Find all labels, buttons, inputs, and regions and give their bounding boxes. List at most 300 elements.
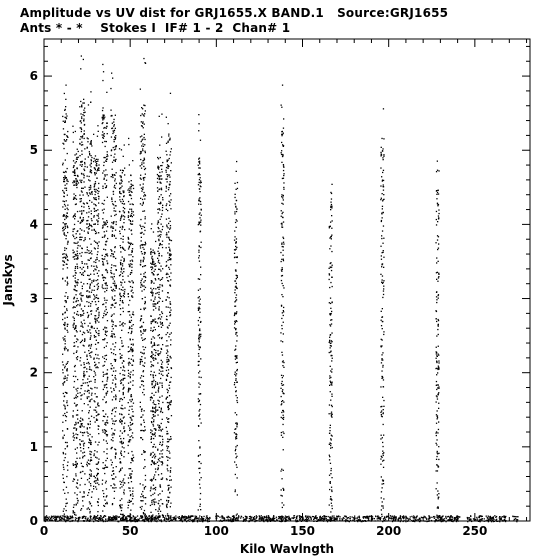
data-point (121, 340, 122, 341)
data-point (62, 257, 63, 258)
data-point (82, 164, 83, 165)
data-point (281, 352, 282, 353)
data-point (94, 401, 95, 402)
data-point (438, 170, 439, 171)
data-point (91, 473, 92, 474)
data-point (141, 284, 142, 285)
data-point (73, 185, 74, 186)
data-point (199, 400, 200, 401)
data-point (150, 248, 151, 249)
data-point (83, 177, 84, 178)
data-point (89, 153, 90, 154)
data-point (90, 485, 91, 486)
data-point (199, 179, 200, 180)
data-point (131, 460, 132, 461)
data-point (236, 438, 237, 439)
data-point (170, 279, 171, 280)
data-point (78, 151, 79, 152)
data-point (96, 159, 97, 160)
data-point (64, 336, 65, 337)
data-point (74, 342, 75, 343)
data-point (111, 250, 112, 251)
data-point (86, 212, 87, 213)
data-point (437, 221, 438, 222)
data-point (167, 227, 168, 228)
data-point (167, 174, 168, 175)
data-point (80, 399, 81, 400)
data-point (159, 284, 160, 285)
data-point (281, 131, 282, 132)
data-point (331, 355, 332, 356)
data-point (76, 300, 77, 301)
data-point (115, 246, 116, 247)
data-point (62, 438, 63, 439)
data-point (105, 503, 106, 504)
data-point (81, 508, 82, 509)
data-point (128, 311, 129, 312)
data-point (115, 188, 116, 189)
data-point (81, 122, 82, 123)
data-point (84, 452, 85, 453)
data-point (199, 479, 200, 480)
data-point (236, 426, 237, 427)
data-point (77, 502, 78, 503)
data-point (95, 189, 96, 190)
data-point (153, 301, 154, 302)
data-point (168, 500, 169, 501)
data-point (63, 469, 64, 470)
data-point (120, 282, 121, 283)
data-point (162, 436, 163, 437)
data-point (81, 308, 82, 309)
data-point (169, 297, 170, 298)
data-point (74, 218, 75, 219)
data-point (159, 453, 160, 454)
data-point (67, 326, 68, 327)
data-point (98, 188, 99, 189)
data-point (130, 263, 131, 264)
data-point (261, 515, 262, 516)
data-point (166, 226, 167, 227)
data-point (120, 300, 121, 301)
data-point (155, 409, 156, 410)
data-point (91, 210, 92, 211)
data-point (89, 392, 90, 393)
data-point (354, 516, 355, 517)
data-point (162, 412, 163, 413)
data-point (383, 498, 384, 499)
data-point (283, 449, 284, 450)
data-point (76, 237, 77, 238)
data-point (123, 456, 124, 457)
data-point (132, 432, 133, 433)
data-point (383, 288, 384, 289)
data-point (283, 307, 284, 308)
data-point (166, 359, 167, 360)
data-point (84, 124, 85, 125)
data-point (75, 272, 76, 273)
data-point (98, 498, 99, 499)
data-point (98, 131, 99, 132)
data-point (90, 469, 91, 470)
data-point (283, 311, 284, 312)
data-point (121, 510, 122, 511)
data-point (83, 456, 84, 457)
data-point (200, 140, 201, 141)
data-point (158, 388, 159, 389)
data-point (121, 357, 122, 358)
data-point (65, 292, 66, 293)
data-point (66, 370, 67, 371)
data-point (198, 387, 199, 388)
data-point (160, 323, 161, 324)
data-point (66, 380, 67, 381)
data-point (200, 384, 201, 385)
data-point (66, 416, 67, 417)
data-point (155, 487, 156, 488)
data-point (283, 189, 284, 190)
data-point (170, 170, 171, 171)
data-point (166, 345, 167, 346)
data-point (66, 113, 67, 114)
data-point (150, 356, 151, 357)
data-point (111, 216, 112, 217)
data-point (234, 230, 235, 231)
data-point (111, 464, 112, 465)
data-point (83, 194, 84, 195)
data-point (382, 200, 383, 201)
data-point (80, 342, 81, 343)
data-point (107, 222, 108, 223)
data-point (65, 366, 66, 367)
data-point (132, 496, 133, 497)
data-point (89, 200, 90, 201)
data-point (120, 380, 121, 381)
data-point (158, 294, 159, 295)
data-point (130, 260, 131, 261)
data-point (157, 302, 158, 303)
data-point (200, 204, 201, 205)
data-point (235, 246, 236, 247)
data-point (165, 191, 166, 192)
data-point (111, 391, 112, 392)
data-point (74, 180, 75, 181)
data-point (151, 339, 152, 340)
data-point (128, 351, 129, 352)
data-point (98, 461, 99, 462)
data-point (88, 228, 89, 229)
data-point (140, 261, 141, 262)
data-point (77, 418, 78, 419)
data-point (382, 217, 383, 218)
data-point (77, 388, 78, 389)
data-point (143, 349, 144, 350)
data-point (158, 503, 159, 504)
data-point (97, 125, 98, 126)
data-point (159, 116, 160, 117)
data-point (154, 271, 155, 272)
data-point (112, 177, 113, 178)
data-point (104, 347, 105, 348)
data-point (437, 470, 438, 471)
data-point (73, 512, 74, 513)
data-point (141, 251, 142, 252)
data-point (151, 251, 152, 252)
data-point (80, 471, 81, 472)
data-point (82, 440, 83, 441)
data-point (166, 265, 167, 266)
data-point (124, 174, 125, 175)
data-point (140, 387, 141, 388)
data-point (73, 229, 74, 230)
data-point (129, 351, 130, 352)
data-point (94, 184, 95, 185)
data-point (113, 256, 114, 257)
data-point (237, 188, 238, 189)
data-point (63, 478, 64, 479)
data-point (88, 362, 89, 363)
data-point (331, 341, 332, 342)
data-point (85, 382, 86, 383)
data-point (160, 219, 161, 220)
data-point (73, 132, 74, 133)
data-point (121, 398, 122, 399)
data-point (73, 198, 74, 199)
data-point (102, 468, 103, 469)
data-point (236, 219, 237, 220)
data-point (123, 261, 124, 262)
data-point (167, 351, 168, 352)
data-point (140, 198, 141, 199)
data-point (380, 406, 381, 407)
data-point (98, 202, 99, 203)
data-point (195, 516, 196, 517)
data-point (437, 239, 438, 240)
data-point (153, 231, 154, 232)
data-point (130, 436, 131, 437)
data-point (113, 121, 114, 122)
data-point (234, 374, 235, 375)
data-point (105, 467, 106, 468)
data-point (94, 240, 95, 241)
data-point (72, 250, 73, 251)
data-point (111, 304, 112, 305)
data-point (88, 156, 89, 157)
data-point (91, 292, 92, 293)
data-point (91, 157, 92, 158)
data-point (159, 188, 160, 189)
data-point (65, 120, 66, 121)
data-point (65, 328, 66, 329)
data-point (168, 223, 169, 224)
data-point (102, 339, 103, 340)
data-point (157, 174, 158, 175)
data-point (76, 178, 77, 179)
data-point (476, 517, 477, 518)
data-point (81, 424, 82, 425)
data-point (171, 240, 172, 241)
data-point (140, 309, 141, 310)
data-point (161, 327, 162, 328)
data-point (89, 489, 90, 490)
data-point (157, 157, 158, 158)
data-point (91, 192, 92, 193)
data-point (74, 182, 75, 183)
data-point (104, 222, 105, 223)
data-point (66, 223, 67, 224)
data-point (168, 502, 169, 503)
data-point (97, 298, 98, 299)
data-point (330, 298, 331, 299)
data-point (64, 396, 65, 397)
data-point (82, 500, 83, 501)
data-point (89, 376, 90, 377)
data-point (281, 107, 282, 108)
data-point (115, 230, 116, 231)
data-point (107, 342, 108, 343)
data-point (330, 267, 331, 268)
data-point (106, 174, 107, 175)
data-point (82, 136, 83, 137)
data-point (171, 148, 172, 149)
data-point (82, 263, 83, 264)
data-point (151, 299, 152, 300)
data-point (249, 518, 250, 519)
data-point (105, 482, 106, 483)
data-point (157, 382, 158, 383)
data-point (154, 404, 155, 405)
data-point (104, 433, 105, 434)
data-point (64, 296, 65, 297)
data-point (114, 251, 115, 252)
data-point (438, 362, 439, 363)
data-point (144, 394, 145, 395)
data-point (158, 274, 159, 275)
data-point (128, 364, 129, 365)
data-point (157, 345, 158, 346)
data-point (200, 177, 201, 178)
data-point (155, 435, 156, 436)
data-point (124, 407, 125, 408)
data-point (104, 162, 105, 163)
data-point (80, 237, 81, 238)
data-point (102, 490, 103, 491)
data-point (96, 173, 97, 174)
data-point (112, 298, 113, 299)
data-point (124, 229, 125, 230)
data-point (131, 280, 132, 281)
data-point (140, 402, 141, 403)
data-point (123, 156, 124, 157)
data-point (106, 387, 107, 388)
data-point (77, 379, 78, 380)
data-point (237, 288, 238, 289)
data-point (166, 225, 167, 226)
data-point (96, 411, 97, 412)
data-point (152, 331, 153, 332)
data-point (143, 450, 144, 451)
data-point (121, 284, 122, 285)
data-point (76, 180, 77, 181)
data-point (123, 484, 124, 485)
data-point (168, 243, 169, 244)
data-point (200, 336, 201, 337)
data-point (84, 306, 85, 307)
data-point (91, 475, 92, 476)
data-point (95, 192, 96, 193)
data-point (436, 292, 437, 293)
data-point (168, 402, 169, 403)
data-point (115, 115, 116, 116)
data-point (158, 292, 159, 293)
data-point (167, 345, 168, 346)
data-point (153, 485, 154, 486)
data-point (91, 399, 92, 400)
data-point (80, 222, 81, 223)
data-point (114, 139, 115, 140)
data-point (122, 433, 123, 434)
data-point (67, 324, 68, 325)
data-point (97, 354, 98, 355)
data-point (100, 519, 101, 520)
data-point (131, 264, 132, 265)
data-point (87, 398, 88, 399)
data-point (200, 499, 201, 500)
data-point (236, 294, 237, 295)
data-point (331, 270, 332, 271)
data-point (155, 358, 156, 359)
data-point (130, 349, 131, 350)
data-point (129, 410, 130, 411)
data-point (112, 314, 113, 315)
data-point (144, 289, 145, 290)
data-point (104, 500, 105, 501)
data-point (237, 494, 238, 495)
data-point (158, 228, 159, 229)
data-point (112, 434, 113, 435)
data-point (415, 519, 416, 520)
data-point (81, 255, 82, 256)
data-point (102, 186, 103, 187)
data-point (329, 248, 330, 249)
data-point (281, 196, 282, 197)
data-point (107, 158, 108, 159)
data-point (331, 323, 332, 324)
data-point (436, 459, 437, 460)
data-point (280, 470, 281, 471)
data-point (142, 211, 143, 212)
data-point (142, 226, 143, 227)
data-point (119, 231, 120, 232)
data-point (236, 161, 237, 162)
data-point (133, 403, 134, 404)
data-point (281, 318, 282, 319)
data-point (83, 110, 84, 111)
data-point (98, 198, 99, 199)
data-point (438, 459, 439, 460)
data-point (87, 137, 88, 138)
data-point (166, 370, 167, 371)
data-point (97, 328, 98, 329)
data-point (151, 269, 152, 270)
data-point (63, 179, 64, 180)
data-point (75, 198, 76, 199)
data-point (143, 420, 144, 421)
data-point (105, 283, 106, 284)
data-point (381, 378, 382, 379)
data-point (381, 311, 382, 312)
data-point (157, 409, 158, 410)
